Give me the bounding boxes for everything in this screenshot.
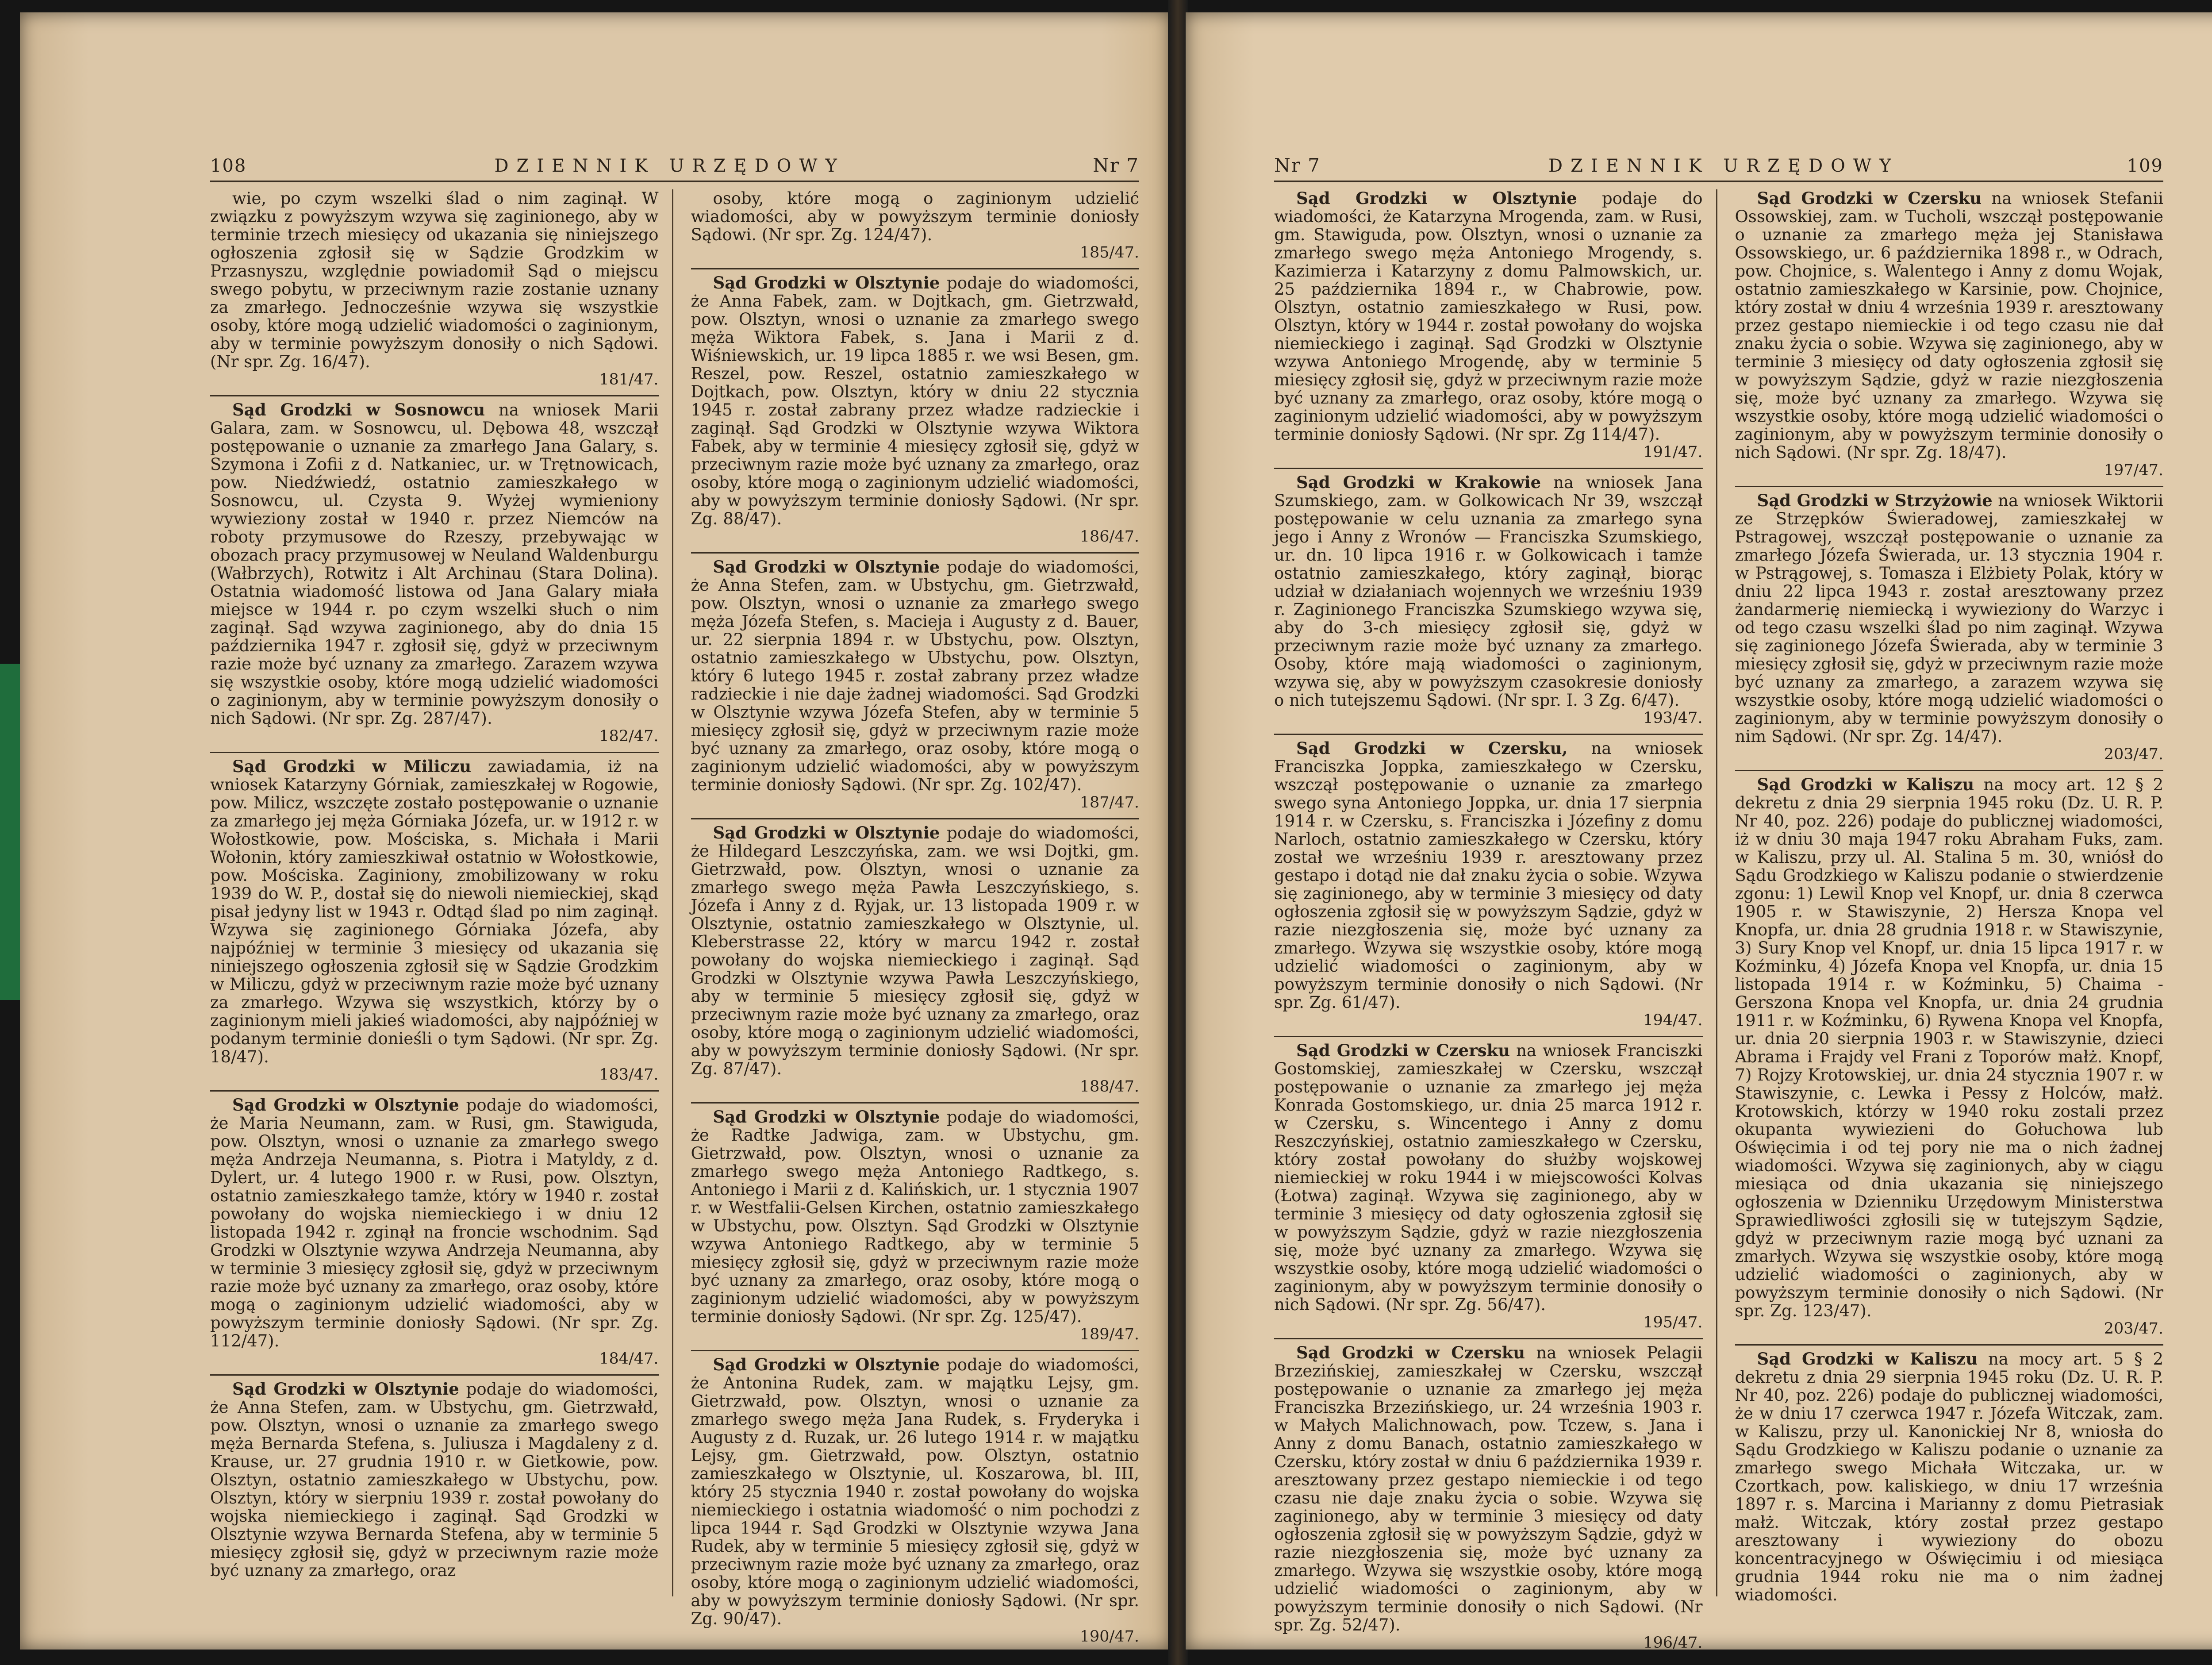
notice-reference: 203/47.	[2104, 746, 2163, 763]
court-name: Sąd Grodzki w Olsztynie	[232, 1095, 459, 1115]
journal-title: DZIENNIK URZĘDOWY	[1548, 156, 1899, 176]
court-notice	[1735, 776, 2164, 1346]
notice-text: na wniosek Franciszki Gostomskiej, zamieszkałej w Czersku, wszczął postępowanie o uznanie za zmarłego jej męża Konrada Gostomskiego, ur. dnia 25 marca 1912 r. w Czersku, s. Wincentego i Anny z domu Reszczyńskiej, ostatnio zamieszkałego w Czersku, który został powołany do służby wojskowej niemieckiej w roku 1944 i w miejscowości Kolvas (Łotwa) zaginął. Wzywa się zaginionego, aby w terminie 3 miesięcy od daty ogłoszenia zgłosił się w powyższym Sądzie, gdyż w razie niezgłoszenia się, może być uznany za zmarłego. Wzywa się wszystkie osoby, które mogą udzielić wiadomości o zaginionym, aby w powyższym terminie donosiły o nich Sądowi. (Nr spr. Zg. 56/47).	[1274, 1041, 1703, 1314]
page-number: 108	[210, 156, 247, 176]
left-page-header	[210, 145, 1139, 182]
court-notice	[1735, 189, 2164, 487]
court-name: Sąd Grodzki w Kaliszu	[1757, 775, 1974, 794]
book-gutter	[1168, 0, 1188, 1665]
court-name: Sąd Grodzki w Olsztynie	[713, 1355, 940, 1374]
notice-reference: 190/47.	[1079, 1628, 1139, 1646]
court-name: Sąd Grodzki w Czersku	[1296, 1343, 1525, 1362]
notice-reference: 188/47.	[1079, 1078, 1139, 1096]
notice-reference: 185/47.	[1079, 244, 1139, 261]
notice-reference: 184/47.	[599, 1350, 659, 1368]
court-name: Sąd Grodzki w Kaliszu	[1757, 1349, 1978, 1369]
notice-reference: 203/47.	[2104, 1320, 2163, 1338]
notice-reference: 187/47.	[1079, 794, 1139, 811]
court-notice	[1274, 473, 1703, 735]
notice-reference: 186/47.	[1079, 528, 1139, 546]
notice-text: podaje do wiadomości, że Hildegard Leszczyńska, zam. we wsi Dojtki, gm. Gietrzwałd, pow. Olsztyn, wnosi o uznanie za zmarłego swego męża Pawła Leszczyńskiego, s. Józefa i Anny z d. Ryjak, ur. 13 listopada 1909 r. w Olsztynie, ostatnio zamieszkałego w Olsztynie, ul. Kleberstrasse 22, który w marcu 1942 r. został powołany do wojska niemieckiego i zaginął. Sąd Grodzki w Olsztynie wzywa Pawła Leszczyńskiego, aby w terminie 5 miesięcy zgłosił się, gdyż w przeciwnym razie może być uznany za zmarłego, oraz osoby, które mogą o zaginionym udzielić wiadomości, aby w powyższym terminie doniosły Sądowi. (Nr spr. Zg. 87/47).	[691, 823, 1140, 1078]
left-page	[20, 12, 1170, 1650]
court-notice	[210, 189, 659, 396]
notice-reference: 182/47.	[599, 727, 659, 745]
left-column-2	[691, 189, 1140, 1646]
notice-text: na wniosek Stefanii Ossowskiej, zam. w Tucholi, wszczął postępowanie o uznanie za zmarłego męża jej Stanisława Ossowskiego, ur. 6 października 1898 r., w Odrach, pow. Chojnice, s. Walentego i Anny z domu Wojak, ostatnio zamieszkałego w Karsinie, pow. Chojnice, który został w dniu 4 września 1939 r. aresztowany przez gestapo niemieckie i od tego czasu nie dał znaku życia o sobie. Wzywa się zaginionego, aby w terminie 3 miesięcy od daty ogłoszenia zgłosił się w powyższym Sądzie, gdyż w razie niezgłoszenia się, może być uznany za zmarłego. Wzywa się wszystkie osoby, które mogą udzielić wiadomości o zaginionym, aby w powyższym terminie donosiły o nich Sądowi. (Nr spr. Zg. 18/47).	[1735, 189, 2163, 462]
court-name: Sąd Grodzki w Krakowie	[1296, 473, 1541, 492]
page-number: 109	[2127, 156, 2163, 176]
notice-text: na wniosek Pelagii Brzezińskiej, zamieszkałej w Czersku, wszczął postępowanie o uznanie za zmarłego jej męża Franciszka Brzezińskiego, ur. 24 września 1903 r. w Małych Malichnowach, pow. Tczew, s. Jana i Anny z domu Banach, ostatnio zamieszkałego w Czersku, który został w dniu 6 października 1939 r. aresztowany przez gestapo niemieckie i od tego czasu nie daje znaku życia o sobie. Wzywa się zaginionego, aby w terminie 3 miesięcy od daty ogłoszenia zgłosił się w powyższym Sądzie, gdyż w razie niezgłoszenia się, może być uznany za zmarłego. Wzywa się wszystkie osoby, które mogą udzielić wiadomości o zaginionym, aby w powyższym terminie donosiły o nich Sądowi. (Nr spr. Zg. 52/47).	[1274, 1343, 1703, 1634]
court-notice	[210, 758, 659, 1092]
notice-reference: 195/47.	[1643, 1314, 1703, 1331]
green-edge-tab	[0, 664, 20, 1000]
notice-text: na wniosek Jana Szumskiego, zam. w Golkowicach Nr 39, wszczął postępowanie w celu uznania za zmarłego syna jego i Anny z Wronów — Franciszka Szumskiego, ur. dn. 10 lipca 1916 r. w Golkowicach i tamże ostatnio zamieszkałego, który zaginął, biorąc udział w działaniach wojennych we wrześniu 1939 r. Zaginionego Franciszka Szumskiego wzywa się, aby do 3-ch miesięcy zgłosił się, gdyż w przeciwnym razie może być uznany za zmarłego. Osoby, które mają wiadomości o zaginionym, wzywa się, aby w powyższym czasokresie doniosły o nich tutejszemu Sądowi. (Nr spr. I. 3 Zg. 6/47).	[1274, 473, 1703, 710]
notice-reference: 197/47.	[2104, 461, 2163, 479]
court-name: Sąd Grodzki w Olsztynie	[713, 557, 940, 577]
notice-text: podaje do wiadomości, że Anna Stefen, zam. w Ubstychu, gm. Gietrzwałd, pow. Olsztyn, wnosi o uznanie za zmarłego swego męża Józefa Stefen, s. Macieja i Augusty z d. Bauer, ur. 22 sierpnia 1894 r. w Ubstychu, pow. Olsztyn, ostatnio zamieszkałego w Ubstychu, pow. Olsztyn, który 6 lutego 1945 r. został zabrany przez władze radzieckie i nie daje żadnej wiadomości. Sąd Grodzki w Olsztynie wzywa Józefa Stefen, aby w terminie 5 miesięcy zgłosił się, gdyż w przeciwnym razie może być uznany za zmarłego, oraz osoby, które mogą o zaginionym udzielić wiadomości, aby w powyższym terminie doniosły Sądowi. (Nr spr. Zg. 102/47).	[691, 558, 1140, 794]
notice-reference: 194/47.	[1643, 1011, 1703, 1029]
right-column-1	[1274, 188, 1717, 1652]
court-notice	[1274, 739, 1703, 1037]
notice-reference: 189/47.	[1079, 1326, 1139, 1343]
court-name: Sąd Grodzki w Olsztynie	[713, 1107, 940, 1127]
notice-text: na wniosek Franciszka Joppka, zamieszkałego w Czersku, wszczął postępowanie o uznanie za zmarłego swego syna Antoniego Joppka, ur. dnia 17 sierpnia 1914 r. w Czersku, s. Franciszka i Józefiny z domu Narloch, ostatnio zamieszkałego w Czersku, który został we wrześniu 1939 r. aresztowany przez gestapo i dotąd nie dał znaku życia o sobie. Wzywa się zaginionego, aby w terminie 3 miesięcy od daty ogłoszenia zgłosił się w powyższym Sądzie, gdyż w razie niezgłoszenia się, może być uznany za zmarłego. Wzywa się wszystkie osoby, które mogą udzielić wiadomości o zaginionym, aby w powyższym terminie donosiły o nich Sądowi. (Nr spr. Zg. 61/47).	[1274, 739, 1703, 1012]
notice-reference: 196/47.	[1643, 1634, 1703, 1652]
court-notice	[1274, 1344, 1703, 1658]
notice-text: podaje do wiadomości, że Anna Stefen, zam. w Ubstychu, gm. Gietrzwałd, pow. Olsztyn, wnosi o uznanie za zmarłego swego męża Bernarda Stefena, s. Juliusza i Magdaleny z d. Krause, ur. 27 grudnia 1910 r. w Gietkowie, pow. Olsztyn, ostatnio zamieszkałego w Ubstychu, pow. Olsztyn, który w sierpniu 1939 r. został powołany do wojska niemieckiego i zaginął. Sąd Grodzki w Olsztynie wzywa Bernarda Stefena, aby w terminie 5 miesięcy zgłosił się, gdyż w przeciwnym razie może być uznany za zmarłego, oraz	[210, 1380, 659, 1580]
court-notice	[691, 274, 1140, 554]
notice-text: podaje do wiadomości, że Anna Fabek, zam. w Dojtkach, gm. Gietrzwałd, pow. Olsztyn, wnosi o uznanie za zmarłego swego męża Wiktora Fabek, s. Jana i Marii z d. Wiśniewskich, ur. 19 lipca 1885 r. we wsi Besen, gm. Reszel, pow. Reszel, ostatnio zamieszkałego w Dojtkach, pow. Olsztyn, który w dniu 22 stycznia 1945 r. został zabrany przez władze radzieckie i zaginął. Sąd Grodzki w Olsztynie wzywa Wiktora Fabek, aby w terminie 4 miesięcy zgłosił się, gdyż w przeciwnym razie może być uznany za zmarłego, oraz osoby, które mogą o zaginionym udzielić wiadomości, aby w powyższym terminie doniosły Sądowi. (Nr spr. Zg. 88/47).	[691, 273, 1140, 528]
notice-text: na wniosek Wiktorii ze Strzępków Świeradowej, zamieszkałej w Pstragowej, wszczął postępowanie o uznanie za zmarłego Józefa Świerada, ur. 13 stycznia 1904 r. w Pstrągowej, s. Tomasza i Elżbiety Polak, który w dniu 22 lipca 1943 r. został aresztowany przez żandarmerię niemiecką i wywieziony do Warzyc i od tego czasu wszelki ślad po nim zaginął. Wzywa się zaginionego Józefa Świerada, aby w terminie 3 miesięcy zgłosił się, gdyż w przeciwnym razie może być uznany za zmarłego, a zarazem wzywa się wszystkie osoby, które mogą udzielić wiadomości o zaginionym, aby w terminie powyższym donosiły o nim Sądowi. (Nr spr. Zg. 14/47).	[1735, 491, 2163, 746]
notice-text: podaje do wiadomości, że Radtke Jadwiga, zam. w Ubstychu, gm. Gietrzwałd, pow. Olsztyn, wnosi o uznanie za zmarłego swego męża Antoniego Radtkego, s. Antoniego i Marii z d. Kalińskich, ur. 1 stycznia 1907 r. w Westfalii-Gelsen Kirchen, ostatnio zamieszkałego w Ubstychu, pow. Olsztyn. Sąd Grodzki w Olsztynie wzywa Antoniego Radtkego, aby w terminie 5 miesięcy zgłosił się, gdyż w przeciwnym razie może być uznany za zmarłego, oraz osoby, które mogą o zaginionym udzielić wiadomości, aby w powyższym terminie doniosły Sądowi. (Nr spr. Zg. 125/47).	[691, 1107, 1140, 1326]
notice-text: wie, po czym wszelki ślad o nim zaginął. W związku z powyższym wzywa się zaginionego, aby w terminie trzech miesięcy od ukazania się niniejszego ogłoszenia zgłosił się w Sądzie Grodzkim w Przasnyszu, względnie powiadomił Sąd o miejscu swego pobytu, w przeciwnym razie zostanie uznany za zmarłego. Jednocześnie wzywa się wszystkie osoby, które mogą udzielić wiadomości o zaginionym, aby w terminie powyższym donosiły o nich Sądowi. (Nr spr. Zg. 16/47).	[210, 189, 659, 371]
notice-text: na wniosek Marii Galara, zam. w Sosnowcu, ul. Dębowa 48, wszczął postępowanie o uznanie za zmarłego Jana Galary, s. Szymona i Zofii z d. Natkaniec, ur. w Trętnowicach, pow. Niedźwiedź, ostatnio zamieszkałego w Sosnowcu, ul. Czysta 9. Wyżej wymieniony wywieziony został w 1940 r. przez Niemców na roboty przymusowe do Rzeszy, przebywając w obozach pracy przymusowej w Neuland Waldenburgu (Wałbrzych), Rotwitz i Alt Archinau (Stara Dolina). Ostatnia wiadomość listowa od Jana Galary miała miejsce w 1944 r. po czym wszelki słuch o nim zaginął. Sąd wzywa zaginionego, aby do dnia 15 października 1947 r. zgłosił się, gdyż w przeciwnym razie może być uznany za zmarłego. Zarazem wzywa się wszystkie osoby, które mogą udzielić wiadomości o zaginionym, aby w terminie powyższym donosiły o nich Sądowi. (Nr spr. Zg. 287/47).	[210, 400, 659, 728]
court-name: Sąd Grodzki w Olsztynie	[1296, 188, 1577, 208]
court-name: Sąd Grodzki w Olsztynie	[713, 273, 940, 292]
court-notice	[210, 1096, 659, 1376]
left-column-1	[210, 189, 673, 1596]
court-notice	[210, 1380, 659, 1586]
right-page	[1186, 12, 2212, 1650]
journal-title: DZIENNIK URZĘDOWY	[494, 156, 845, 176]
court-notice	[210, 401, 659, 753]
notice-text: osoby, które mogą o zaginionym udzielić wiadomości, aby w powyższym terminie doniosły Sądowi. (Nr spr. Zg. 124/47).	[691, 189, 1139, 244]
court-notice	[691, 558, 1140, 819]
issue-number: Nr 7	[1093, 154, 1139, 176]
notice-reference: 181/47.	[599, 371, 659, 388]
court-name: Sąd Grodzki w Czersku	[1296, 1041, 1510, 1060]
court-notice	[1274, 189, 1703, 469]
right-page-header	[1274, 145, 2163, 182]
court-notice	[1735, 1350, 2164, 1610]
notice-reference: 191/47.	[1643, 443, 1703, 461]
notice-text: zawiadamia, iż na wniosek Katarzyny Górniak, zamieszkałej w Rogowie, pow. Milicz, wszczęte zostało postępowanie o uznanie za zmarłego jej męża Górniaka Józefa, ur. w 1912 r. w Wołostkowie, pow. Mościska, s. Michała i Marii Wołonin, który zamieszkiwał ostatnio w Wołostkowie, pow. Mościska. Zaginiony, zmobilizowany w roku 1939 do W. P., dostał się do niewoli niemieckiej, skąd pisał jedyny list w 1943 r. Odtąd ślad po nim zaginął. Wzywa się zaginionego Górniaka Józefa, aby najpóźniej w terminie 3 miesięcy od ukazania się niniejszego ogłoszenia zgłosił się w Sądzie Grodzkim w Miliczu, gdyż w przeciwnym razie może być uznany za zmarłego. Wzywa się wszystkich, którzy by o zaginionym mieli jakieś wiadomości, aby najpóźniej w podanym terminie donieśli o tym Sądowi. (Nr spr. Zg. 18/47).	[210, 757, 659, 1066]
court-name: Sąd Grodzki w Czersku,	[1296, 738, 1568, 758]
right-column-2	[1735, 188, 2164, 1604]
notice-text: podaje do wiadomości, że Antonina Rudek, zam. w majątku Lejsy, gm. Gietrzwałd, pow. Olsztyn, wnosi o uznanie za zmarłego swego męża Jana Rudek, s. Fryderyka i Augusty z d. Ruzak, ur. 26 lutego 1914 r. w majątku Lejsy, gm. Gietrzwałd, pow. Olsztyn, ostatnio zamieszkałego w Olsztynie, ul. Koszarowa, bl. III, który 25 stycznia 1940 r. został powołany do wojska niemieckiego i ostatnia wiadomość o nim pochodzi z lipca 1944 r. Sąd Grodzki w Olsztynie wzywa Jana Rudek, aby w terminie 5 miesięcy zgłosił się, gdyż w przeciwnym razie może być uznany za zmarłego, oraz osoby, które mogą o zaginionym udzielić wiadomości, aby w powyższym terminie doniosły Sądowi. (Nr spr. Zg. 90/47).	[691, 1355, 1140, 1628]
notice-text: podaje do wiadomości, że Katarzyna Mrogenda, zam. w Rusi, gm. Stawiguda, pow. Olsztyn, wnosi o uznanie za zmarłego swego męża Antoniego Mrogendy, s. Kazimierza i Katarzyny z domu Palmowskich, ur. 25 października 1894 r., w Chabrowie, pow. Olsztyn, ostatnio zamieszkałego w Rusi, pow. Olsztyn, który w 1944 r. został powołany do wojska niemieckiego i zaginął. Sąd Grodzki w Olsztynie wzywa Antoniego Mrogendę, aby w terminie 5 miesięcy zgłosił się, gdyż w przeciwnym razie może być uznany za zmarłego, oraz osoby, które mogą o zaginionym udzielić wiadomości, aby w powyższym terminie doniosły Sądowi. (Nr spr. Zg 114/47).	[1274, 189, 1703, 444]
notice-reference: 183/47.	[599, 1066, 659, 1084]
notice-reference: 193/47.	[1643, 709, 1703, 727]
notice-text: podaje do wiadomości, że Maria Neumann, zam. w Rusi, gm. Stawiguda, pow. Olsztyn, wnosi o uznanie za zmarłego swego męża Andrzeja Neumanna, s. Piotra i Matyldy, z d. Dylert, ur. 4 lutego 1900 r. w Rusi, pow. Olsztyn, ostatnio zamieszkałego tamże, który w 1940 r. został powołany do wojska niemieckiego i w dniu 12 listopada 1942 r. zginął na froncie wschodnim. Sąd Grodzki w Olsztynie wzywa Andrzeja Neumanna, aby w terminie 3 miesięcy zgłosił się, gdyż w przeciwnym razie może być uznany za zmarłego, oraz osoby, które mogą o zaginionym udzielić wiadomości, aby w powyższym terminie doniosły Sądowi. (Nr spr. Zg. 112/47).	[210, 1096, 659, 1350]
issue-number: Nr 7	[1274, 154, 1321, 176]
court-notice	[1274, 1042, 1703, 1339]
court-name: Sąd Grodzki w Czersku	[1757, 188, 1982, 208]
court-notice	[691, 189, 1140, 269]
court-notice	[691, 1356, 1140, 1652]
court-name: Sąd Grodzki w Miliczu	[232, 757, 472, 776]
court-name: Sąd Grodzki w Olsztynie	[232, 1379, 459, 1399]
court-name: Sąd Grodzki w Sosnowcu	[232, 400, 485, 419]
court-notice	[691, 824, 1140, 1104]
notice-text: na mocy art. 5 § 2 dekretu z dnia 29 sierpnia 1945 roku (Dz. U. R. P. Nr 40, poz. 226) podaje do publicznej wiadomości, że w dniu 17 czerwca 1947 r. Józefa Witczak, zam. w Kaliszu, przy ul. Kanonickiej Nr 8, wniosła do Sądu Grodzkiego w Kaliszu podanie o uznanie za zmarłego swego Michała Witczaka, ur. w Czortkach, pow. kaliskiego, w dniu 17 września 1897 r. s. Marcina i Marianny z domu Pietrasiak małż. Witczak, który został przez gestapo aresztowany i wywieziony do obozu koncentracyjnego w Oświęcimiu i od miesiąca grudnia 1944 roku nie ma o nim żadnej wiadomości.	[1735, 1350, 2163, 1604]
notice-text: na mocy art. 12 § 2 dekretu z dnia 29 sierpnia 1945 roku (Dz. U. R. P. Nr 40, poz. 226) podaje do publicznej wiadomości, iż w dniu 30 maja 1947 roku Abraham Fuks, zam. w Kaliszu, przy ul. Al. Stalina 5 m. 30, wniósł do Sądu Grodzkiego w Kaliszu podanie o stwierdzenie zgonu: 1) Lewil Knop vel Knopf, ur. dnia 8 czerwca 1905 r. w Stawiszynie, 2) Hersza Knopa vel Knopfa, ur. dnia 28 grudnia 1918 r. w Stawiszynie, 3) Sury Knop vel Knopf, ur. dnia 15 lipca 1917 r. w Koźminku, 4) Józefa Knopa vel Knopfa, ur. dnia 15 listopada 1914 r. w Koźminku, 5) Chaima - Gerszona Knopa vel Knopfa, ur. dnia 24 grudnia 1911 r. w Koźminku, 6) Rywena Knopa vel Knopfa, ur. dnia 20 sierpnia 1903 r. w Stawiszynie, dzieci Abrama i Frajdy vel Frani z Toporów małż. Knopf, 7) Rojzy Krotowskiej, ur. dnia 24 stycznia 1907 r. w Stawiszynie, c. Lewka i Pessy z Holców, małż. Krotowskich, którzy w 1940 roku zostali przez okupanta wywiezieni do Gołuchowa lub Oświęcimia i od tej pory nie ma o nich żadnej wiadomości. Wzywa się zaginionych, aby w ciągu miesiąca od dnia ukazania się niniejszego ogłoszenia w Dzienniku Urzędowym Ministerstwa Sprawiedliwości zgłosili się w tutejszym Sądzie, gdyż w przeciwnym razie mogą być uznani za zmarłych. Wzywa się wszystkie osoby, które mogą udzielić wiadomości o zaginionych, aby w powyższym terminie donosiły o nich Sądowi. (Nr spr. Zg. 123/47).	[1735, 775, 2163, 1320]
court-notice	[691, 1108, 1140, 1351]
court-name: Sąd Grodzki w Strzyżowie	[1757, 491, 1993, 510]
court-name: Sąd Grodzki w Olsztynie	[713, 823, 940, 842]
court-notice	[1735, 492, 2164, 771]
